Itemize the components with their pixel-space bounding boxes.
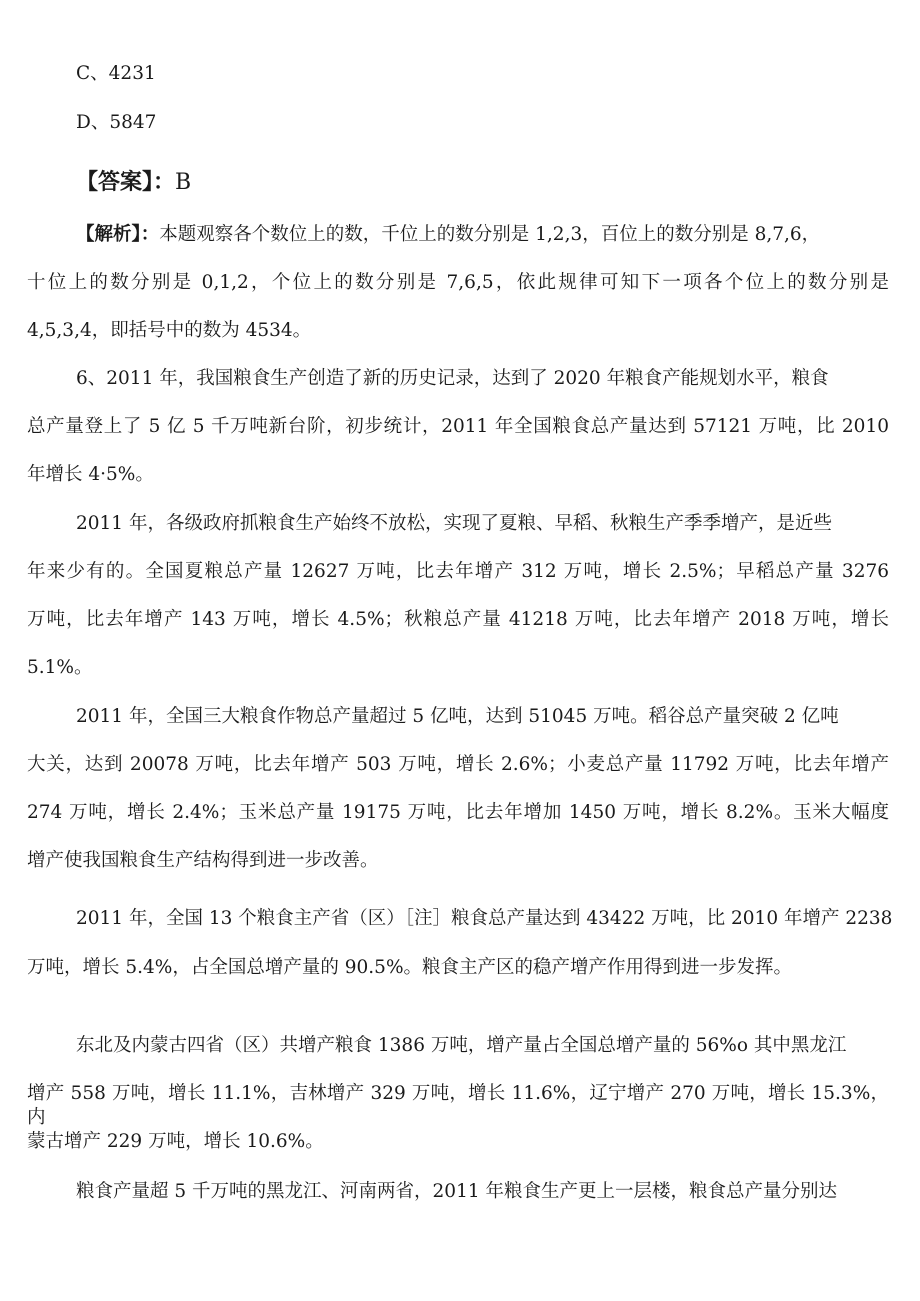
para1-line2: 总产量登上了 5 亿 5 千万吨新台阶，初步统计，2011 年全国粮食总产量达到 57121 万吨，比 2010 (27, 416, 889, 437)
option-c: C、4231 (76, 63, 156, 84)
para3-line4: 增产使我国粮食生产结构得到进一步改善。 (27, 850, 379, 871)
analysis-line-1 (76, 223, 820, 247)
analysis-label: 【解析】： (76, 224, 160, 245)
answer-value: B (175, 170, 192, 195)
para2-line4: 5.1%。 (27, 657, 93, 678)
para5-line1: 东北及内蒙古四省（区）共增产粮食 1386 万吨，增产量占全国总增产量的 56%o 其中黑龙江 (76, 1035, 847, 1056)
para3-line3: 274 万吨，增长 2.4%；玉米总产量 19175 万吨，比去年增加 1450 万吨，增长 8.2%。玉米大幅度 (27, 802, 889, 823)
answer-label: 【答案】： (76, 169, 176, 195)
answer-line (76, 170, 191, 195)
analysis-text-1: 本题观察各个数位上的数，千位上的数分别是 1,2,3，百位上的数分别是 8,7,6， (159, 224, 821, 245)
para2-line3: 万吨，比去年增产 143 万吨，增长 4.5%；秋粮总产量 41218 万吨，比去年增产 2018 万吨，增长 (27, 609, 889, 630)
para1-line1: 6、2011 年，我国粮食生产创造了新的历史记录，达到了 2020 年粮食产能规划水平，粮食 (76, 368, 829, 389)
para2-line2: 年来少有的。全国夏粮总产量 12627 万吨，比去年增产 312 万吨，增长 2.5%；早稻总产量 3276 (27, 561, 889, 582)
para5-line3: 蒙古增产 229 万吨，增长 10.6%。 (27, 1131, 324, 1152)
analysis-line-3: 4,5,3,4，即括号中的数为 4534。 (27, 320, 312, 341)
para6-line1: 粮食产量超 5 千万吨的黑龙江、河南两省，2011 年粮食生产更上一层楼，粮食总产量分别达 (76, 1181, 837, 1202)
para3-line1: 2011 年，全国三大粮食作物总产量超过 5 亿吨，达到 51045 万吨。稻谷总产量突破 2 亿吨 (76, 706, 839, 727)
para4-line1: 2011 年，全国 13 个粮食主产省（区）［注］粮食总产量达到 43422 万吨，比 2010 年增产 2238 (76, 908, 893, 929)
option-d: D、5847 (76, 112, 157, 133)
para2-line1: 2011 年，各级政府抓粮食生产始终不放松，实现了夏粮、早稻、秋粮生产季季增产，是近些 (76, 513, 832, 534)
para1-line3: 年增长 4·5%。 (27, 464, 154, 485)
analysis-line-2: 十位上的数分别是 0,1,2，个位上的数分别是 7,6,5，依此规律可知下一项各个位上的数分别是 (27, 272, 889, 293)
para5-line2: 增产 558 万吨，增长 11.1%，吉林增产 329 万吨，增长 11.6%，辽宁增产 270 万吨，增长 15.3%，内 (27, 1083, 889, 1128)
para3-line2: 大关，达到 20078 万吨，比去年增产 503 万吨，增长 2.6%；小麦总产量 11792 万吨，比去年增产 (27, 754, 889, 775)
para4-line2: 万吨，增长 5.4%，占全国总增产量的 90.5%。粮食主产区的稳产增产作用得到进一步发挥。 (27, 957, 793, 978)
